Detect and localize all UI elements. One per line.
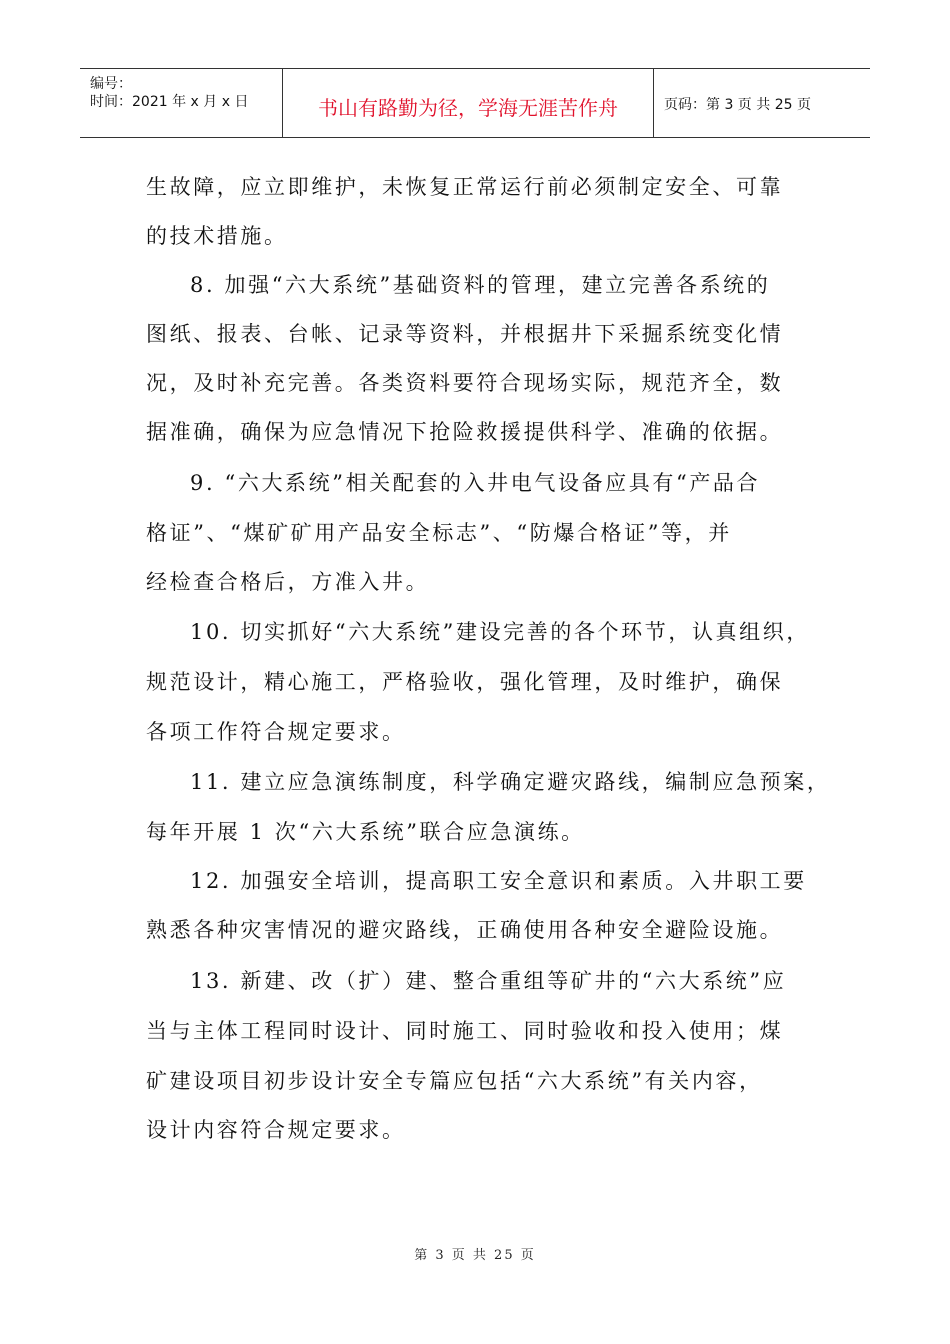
body-line: 据准确，确保为应急情况下抢险救援提供科学、准确的依据。: [146, 420, 784, 444]
body-line: 熟悉各种灾害情况的避灾路线，正确使用各种安全避险设施。: [146, 918, 784, 942]
body-line: 图纸、报表、台帐、记录等资料，并根据井下采掘系统变化情: [146, 322, 784, 346]
header-page-cell: [654, 69, 870, 137]
doc-time-label: 时间：2021 年 x 月 x 日: [90, 94, 249, 110]
body-line: 矿建设项目初步设计安全专篇应包括“六大系统”有关内容，: [146, 1069, 763, 1093]
body-line: 8. 加强“六大系统”基础资料的管理，建立完善各系统的: [190, 273, 771, 297]
body-line: 11. 建立应急演练制度，科学确定避灾路线，编制应急预案，: [190, 770, 831, 794]
header-motto-cell: [283, 69, 654, 137]
header-motto: 书山有路勤为径，学海无涯苦作舟: [318, 96, 618, 120]
body-line: 每年开展 1 次“六大系统”联合应急演练。: [146, 820, 585, 844]
body-line: 规范设计，精心施工，严格验收，强化管理，及时维护，确保: [146, 670, 784, 694]
header-info-cell: [80, 69, 283, 137]
body-line: 的技术措施。: [146, 224, 288, 248]
body-line: 各项工作符合规定要求。: [146, 720, 406, 744]
body-line: 设计内容符合规定要求。: [146, 1118, 406, 1142]
body-line: 格证”、“煤矿矿用产品安全标志”、“防爆合格证”等，并: [146, 521, 732, 545]
body-line: 10. 切实抓好“六大系统”建设完善的各个环节，认真组织，: [190, 620, 810, 644]
page-footer: 第 3 页 共 25 页: [414, 1248, 536, 1263]
header-page-info: 页码：第 3 页 共 25 页: [664, 97, 811, 113]
body-line: 生故障，应立即维护，未恢复正常运行前必须制定安全、可靠: [146, 175, 784, 199]
body-line: 经检查合格后，方准入井。: [146, 570, 430, 594]
body-line: 12. 加强安全培训，提高职工安全意识和素质。入井职工要: [190, 869, 807, 893]
body-line: 况，及时补充完善。各类资料要符合现场实际，规范齐全，数: [146, 371, 784, 395]
body-line: 9. “六大系统”相关配套的入井电气设备应具有“产品合: [190, 471, 761, 495]
body-line: 当与主体工程同时设计、同时施工、同时验收和投入使用；煤: [146, 1019, 784, 1043]
page-header: [80, 68, 870, 138]
body-line: 13. 新建、改（扩）建、整合重组等矿井的“六大系统”应: [190, 969, 787, 993]
doc-number-label: 编号：: [90, 76, 132, 92]
